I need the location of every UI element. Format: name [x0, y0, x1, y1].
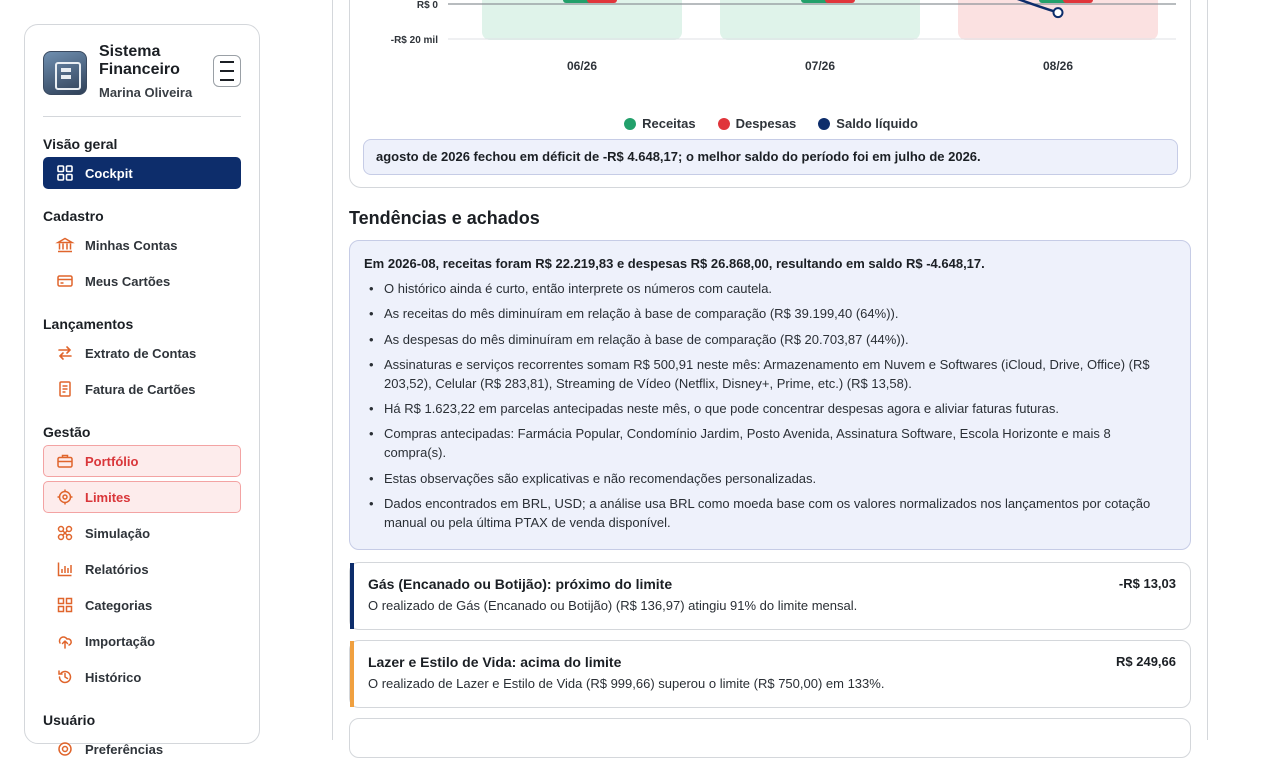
chart-summary: agosto de 2026 fechou em déficit de -R$ 4.648,17; o melhor saldo do período foi em julho de 2026. — [363, 139, 1178, 175]
hamburger-line — [220, 70, 234, 72]
findings-list — [364, 279, 1176, 532]
settings-icon — [57, 741, 73, 757]
legend-dot-saldo — [818, 118, 830, 130]
legend-item-receitas[interactable] — [624, 116, 695, 131]
bar-despesas — [1063, 0, 1093, 3]
user-name: Marina Oliveira — [99, 85, 193, 100]
sidebar-item-label: Preferências — [85, 741, 164, 757]
legend-label: Receitas — [642, 116, 696, 131]
legend-label: Saldo líquido — [836, 116, 918, 131]
trends-title: Tendências e achados — [349, 208, 540, 228]
sidebar-item-label: Limites — [85, 489, 131, 505]
briefcase-icon — [57, 453, 73, 469]
alert-amount: -R$ 13,03 — [1118, 576, 1176, 591]
sidebar-item-label: Histórico — [85, 669, 142, 685]
sidebar-item-preferencias[interactable] — [43, 733, 241, 765]
receipt-icon — [57, 381, 73, 397]
legend-dot-despesas — [718, 118, 730, 130]
list-item: • Assinaturas e serviços recorrentes somam R$ 500,91 neste mês: Armazenamento em Nuvem e Softwares (iCloud, Drive, Office) (R$ 203,52), Celular (R$ 283,81), Streaming de Vídeo (Netflix, Disney+, Prime, etc.) (R$ 13,58). — [364, 355, 1176, 393]
menu-toggle-button[interactable] — [213, 55, 241, 87]
alert-accent-bar — [350, 563, 354, 629]
section-title-gestao: Gestão — [43, 424, 91, 440]
upload-icon — [57, 633, 73, 649]
x-tick-label: 06/26 — [566, 59, 598, 73]
sidebar-divider — [43, 116, 241, 117]
target-icon — [57, 489, 73, 505]
sidebar-item-historico[interactable] — [43, 661, 241, 693]
hamburger-line — [220, 79, 234, 81]
chart-legend — [350, 116, 1192, 131]
y-tick-label: R$ 0 — [416, 0, 438, 11]
sidebar-item-meus-cartoes[interactable] — [43, 265, 241, 297]
month-band — [720, 0, 920, 40]
transfer-icon — [57, 345, 73, 361]
alert-description: O realizado de Gás (Encanado ou Botijão) (R$ 136,97) atingiu 91% do limite mensal. — [368, 598, 858, 613]
sidebar-item-limites[interactable] — [43, 481, 241, 513]
app-title: Sistema Financeiro — [99, 43, 180, 78]
y-tick-label: -R$ 20 mil — [390, 35, 438, 46]
sidebar-item-label: Importação — [85, 633, 156, 649]
main-content — [332, 0, 1208, 740]
sidebar-item-label: Relatórios — [85, 561, 149, 577]
section-title-usuario: Usuário — [43, 712, 96, 728]
bar-despesas — [825, 0, 855, 3]
sidebar-item-relatorios[interactable] — [43, 553, 241, 585]
alert-amount: R$ 249,66 — [1116, 654, 1176, 669]
section-title-cadastro: Cadastro — [43, 208, 104, 224]
sidebar-item-portfolio[interactable] — [43, 445, 241, 477]
grid-icon — [57, 165, 73, 181]
alert-accent-bar — [350, 641, 354, 707]
sidebar-item-fatura-de-cartoes[interactable] — [43, 373, 241, 405]
x-tick-label: 07/26 — [804, 59, 836, 73]
sidebar-item-extrato-de-contas[interactable] — [43, 337, 241, 369]
sidebar-item-simulacao[interactable] — [43, 517, 241, 549]
sidebar-item-label: Meus Cartões — [85, 273, 171, 289]
sidebar-item-label: Cockpit — [85, 165, 133, 181]
sidebar — [24, 24, 260, 757]
legend-item-despesas[interactable] — [718, 116, 797, 131]
brand — [43, 43, 241, 103]
list-item: • Compras antecipadas: Farmácia Popular, Condomínio Jardim, Posto Avenida, Assinatura Software, Escola Horizonte e mais 8 compra(s). — [364, 424, 1176, 462]
sidebar-item-label: Extrato de Contas — [85, 345, 197, 361]
findings-panel — [349, 240, 1191, 550]
bar-despesas — [587, 0, 617, 3]
list-item: • Dados encontrados em BRL, USD; a análise usa BRL como moeda base com os valores normalizados nos lançamentos por cotação manual ou pela última PTAX de venda disponível. — [364, 494, 1176, 532]
cashflow-chart — [350, 0, 1192, 110]
bar-chart-icon — [57, 561, 73, 577]
simulation-icon — [57, 525, 73, 541]
alert-title: Gás (Encanado ou Botijão): próximo do limite — [368, 576, 673, 592]
list-item: • Há R$ 1.623,22 em parcelas antecipadas neste mês, o que pode concentrar despesas agora e aliviar faturas futuras. — [364, 399, 1176, 418]
limit-alert-card[interactable] — [349, 640, 1191, 708]
list-item: • Estas observações são explicativas e não recomendações personalizadas. — [364, 469, 1176, 488]
month-band — [958, 0, 1158, 40]
x-tick-label: 08/26 — [1042, 59, 1074, 73]
month-band — [482, 0, 682, 40]
sidebar-item-label: Fatura de Cartões — [85, 381, 196, 397]
sidebar-item-label: Categorias — [85, 597, 153, 613]
alert-description: O realizado de Lazer e Estilo de Vida (R$ 999,66) superou o limite (R$ 750,00) em 133%. — [368, 676, 885, 691]
cashflow-chart-card — [349, 0, 1191, 188]
legend-dot-receitas — [624, 118, 636, 130]
section-title-visao-geral: Visão geral — [43, 136, 118, 152]
limit-alert-card-partial[interactable] — [349, 718, 1191, 758]
sidebar-item-importacao[interactable] — [43, 625, 241, 657]
sidebar-item-minhas-contas[interactable] — [43, 229, 241, 261]
limit-alert-card[interactable] — [349, 562, 1191, 630]
bank-icon — [57, 237, 73, 253]
findings-headline: Em 2026-08, receitas foram R$ 22.219,83 e despesas R$ 26.868,00, resultando em saldo R$ -4.648,17. — [364, 256, 985, 271]
sidebar-item-label: Simulação — [85, 525, 151, 541]
list-item: • As despesas do mês diminuíram em relação à base de comparação (R$ 20.703,87 (44%)). — [364, 330, 1176, 349]
sidebar-item-cockpit[interactable] — [43, 157, 241, 189]
sidebar-item-label: Minhas Contas — [85, 237, 178, 253]
list-item: • As receitas do mês diminuíram em relação à base de comparação (R$ 39.199,40 (64%)). — [364, 304, 1176, 323]
categories-icon — [57, 597, 73, 613]
legend-label: Despesas — [735, 116, 797, 131]
net-balance-point — [1054, 8, 1063, 17]
list-item: • O histórico ainda é curto, então interprete os números com cautela. — [364, 279, 1176, 298]
sidebar-item-label: Portfólio — [85, 453, 139, 469]
credit-card-icon — [57, 273, 73, 289]
sidebar-item-categorias[interactable] — [43, 589, 241, 621]
app-logo — [43, 51, 87, 95]
alert-title: Lazer e Estilo de Vida: acima do limite — [368, 654, 622, 670]
hamburger-icon — [220, 61, 234, 63]
legend-item-saldo-liquido[interactable] — [818, 116, 918, 131]
section-title-lancamentos: Lançamentos — [43, 316, 134, 332]
history-icon — [57, 669, 73, 685]
